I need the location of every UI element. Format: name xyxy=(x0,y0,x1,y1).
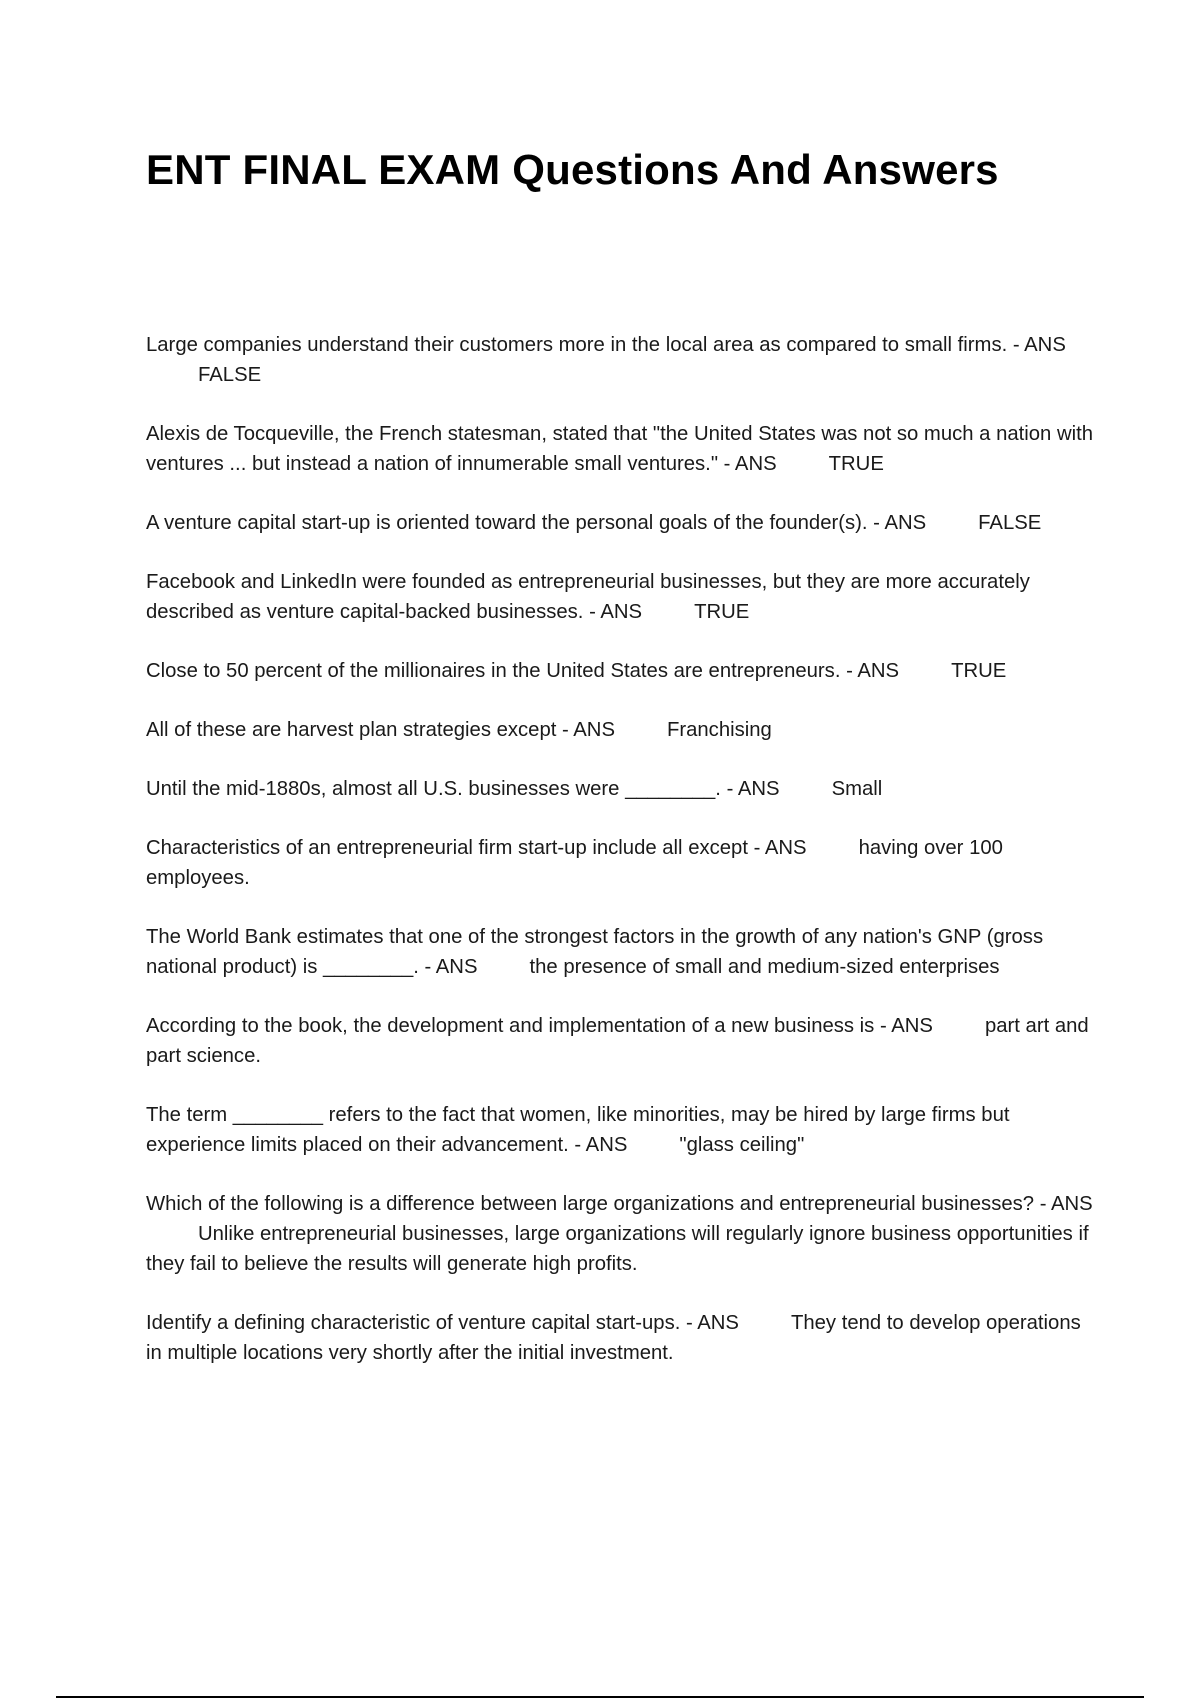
question-text: According to the book, the development and implementation of a new business is xyxy=(146,1015,875,1037)
question-text: A venture capital start-up is oriented toward the personal goals of the founder(s). xyxy=(146,512,868,534)
question-text: The World Bank estimates that one of the strongest factors in the growth of any nation's GNP (gross national product) is ________. xyxy=(146,926,1044,978)
qa-list xyxy=(146,330,1096,1397)
answer-text: TRUE xyxy=(951,660,1007,682)
answer-marker: - ANS xyxy=(753,837,807,859)
question-text: Which of the following is a difference between large organizations and entrepreneurial businesses? xyxy=(146,1193,1035,1215)
answer-text: "glass ceiling" xyxy=(679,1134,805,1156)
answer-marker: - ANS xyxy=(726,778,780,800)
question-text: All of these are harvest plan strategies except xyxy=(146,719,557,741)
qa-item xyxy=(146,1100,1096,1160)
answer-marker: - ANS xyxy=(685,1312,739,1334)
answer-marker: - ANS xyxy=(846,660,900,682)
qa-item xyxy=(146,774,1096,804)
footer-divider xyxy=(56,1696,1144,1698)
answer-marker: - ANS xyxy=(574,1134,628,1156)
answer-text: having over 100 employees. xyxy=(146,837,1003,889)
answer-marker: - ANS xyxy=(1039,1193,1093,1215)
document-title: ENT FINAL EXAM Questions And Answers xyxy=(146,146,999,193)
qa-item xyxy=(146,508,1096,538)
qa-item xyxy=(146,656,1096,686)
qa-item xyxy=(146,419,1096,479)
answer-text: the presence of small and medium-sized enterprises xyxy=(529,956,1000,978)
answer-text: part art and part science. xyxy=(146,1015,1089,1067)
question-text: Large companies understand their customers more in the local area as compared to small firms. xyxy=(146,334,1008,356)
answer-marker: - ANS xyxy=(562,719,615,741)
answer-marker: - ANS xyxy=(589,601,643,623)
qa-item xyxy=(146,715,1096,745)
question-text: Until the mid-1880s, almost all U.S. businesses were ________. xyxy=(146,778,721,800)
qa-item xyxy=(146,1308,1096,1368)
qa-item xyxy=(146,1011,1096,1071)
answer-text: FALSE xyxy=(198,364,262,386)
answer-marker: - ANS xyxy=(723,453,777,475)
qa-item xyxy=(146,567,1096,627)
answer-marker: - ANS xyxy=(424,956,478,978)
question-text: Facebook and LinkedIn were founded as entrepreneurial businesses, but they are more accurately described as venture capital-backed businesses. xyxy=(146,571,1030,623)
qa-item xyxy=(146,1189,1096,1279)
answer-marker: - ANS xyxy=(1012,334,1066,356)
qa-item xyxy=(146,922,1096,982)
answer-marker: - ANS xyxy=(879,1015,933,1037)
answer-marker: - ANS xyxy=(873,512,927,534)
answer-text: TRUE xyxy=(828,453,884,475)
answer-text: Unlike entrepreneurial businesses, large organizations will regularly ignore business opportunities if they fail to believe the results will generate high profits. xyxy=(146,1223,1089,1275)
question-text: Close to 50 percent of the millionaires in the United States are entrepreneurs. xyxy=(146,660,841,682)
answer-text: Small xyxy=(831,778,883,800)
answer-text: They tend to develop operations in multiple locations very shortly after the initial investment. xyxy=(146,1312,1081,1364)
qa-item xyxy=(146,330,1096,390)
qa-item xyxy=(146,833,1096,893)
question-text: Identify a defining characteristic of venture capital start-ups. xyxy=(146,1312,681,1334)
answer-text: FALSE xyxy=(978,512,1042,534)
answer-text: TRUE xyxy=(694,601,750,623)
answer-text: Franchising xyxy=(666,719,772,741)
question-text: Alexis de Tocqueville, the French statesman, stated that "the United States was not so much a nation with ventures ... but instead a nation of innumerable small ventures." xyxy=(146,423,1094,475)
question-text: Characteristics of an entrepreneurial firm start-up include all except xyxy=(146,837,748,859)
question-text: The term ________ refers to the fact that women, like minorities, may be hired by large firms but experience limits placed on their advancement. xyxy=(146,1104,1010,1156)
